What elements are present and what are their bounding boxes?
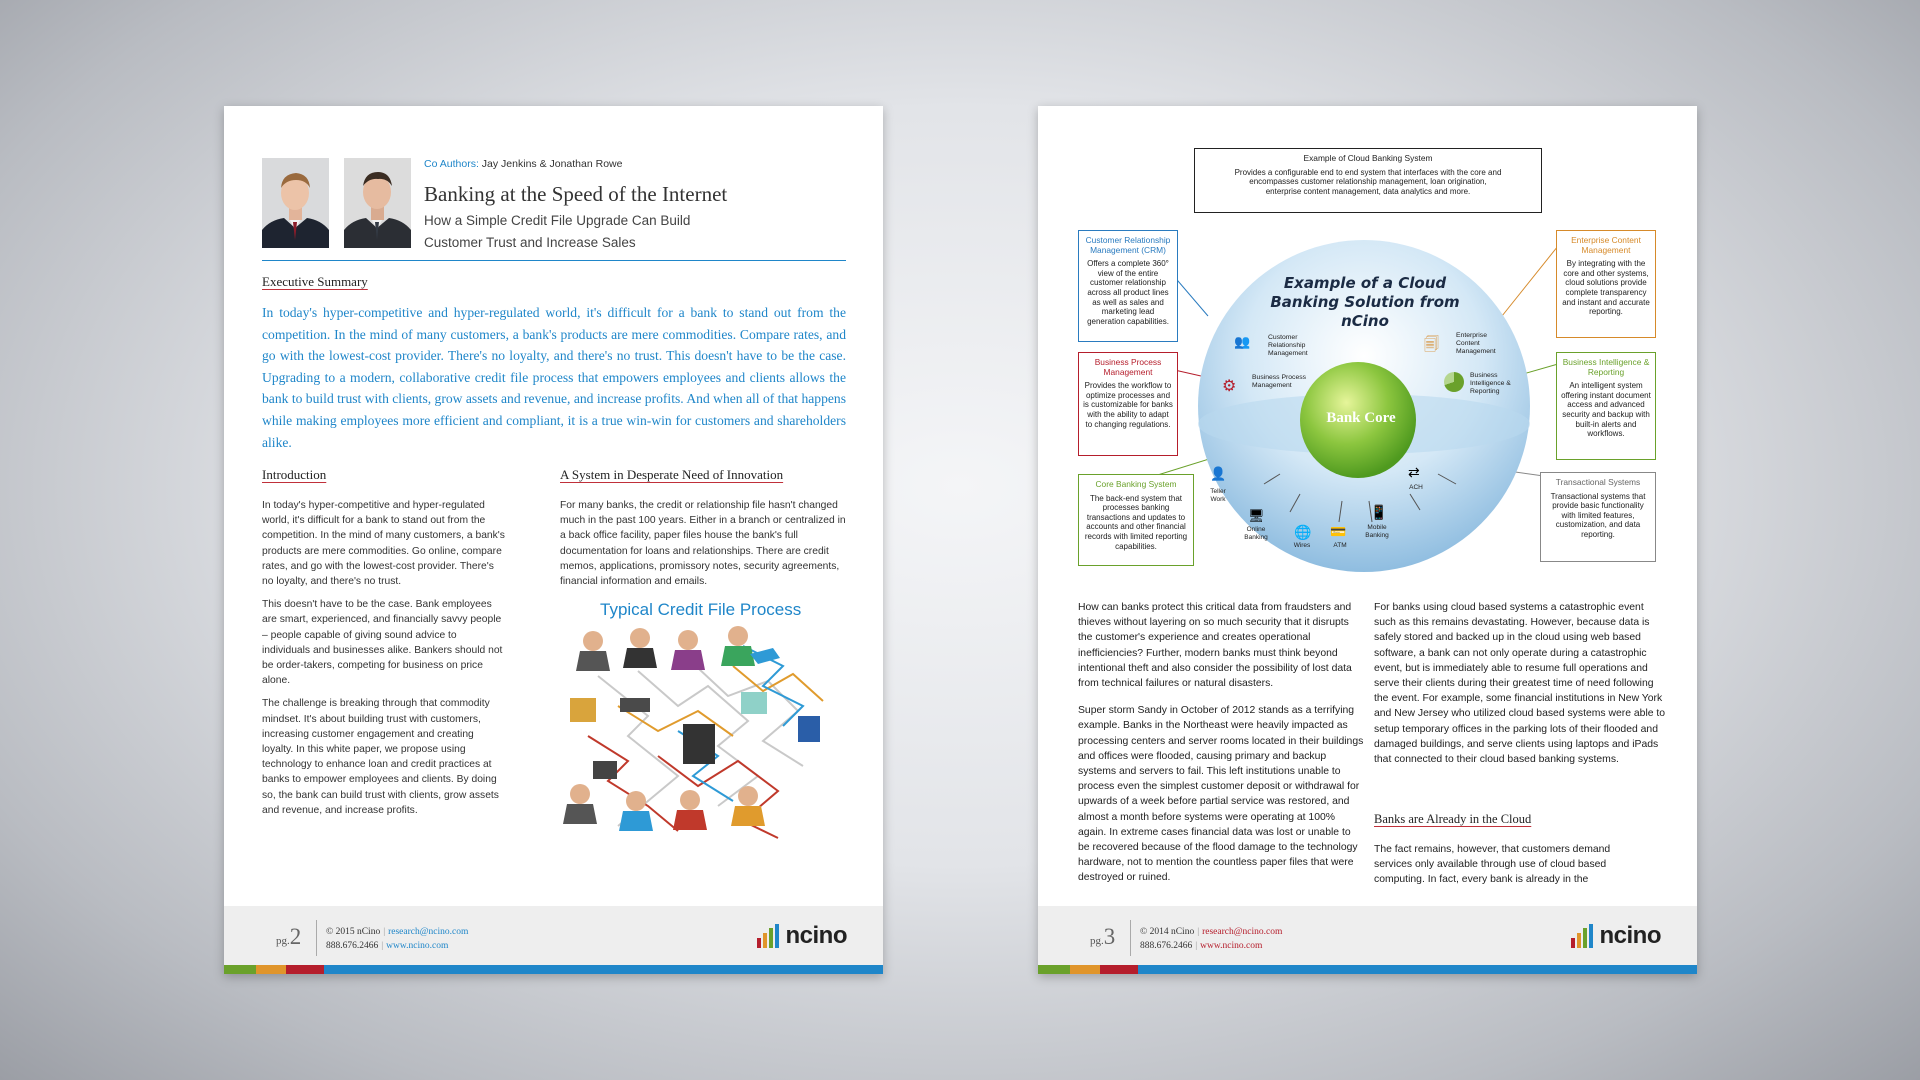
credit-file-process-illustration — [558, 626, 848, 858]
sphere-label-ecm: Enterprise Content Management — [1456, 332, 1496, 355]
ach-exchange-icon: ⇄ — [1408, 464, 1420, 480]
top-box-text: Provides a configurable end to end system that interfaces with the core and encompasses customer relationship management, loan origination, enterprise content management, data analytics and more. — [1234, 167, 1502, 196]
intro-paragraph: In today's hyper-competitive and hyper-regulated world, it's difficult for a bank to stand out from the competition. In the mind of many customers, a bank's products are mere commodities. Go online, compare rates, and go with the lowest-cost provider. There's no loyalty, and there's no trust. — [262, 500, 505, 588]
top-description-box — [1194, 148, 1542, 213]
channel-atm: ATM — [1333, 542, 1347, 549]
author-photo-jonathan-rowe — [344, 158, 411, 248]
channel-online-banking: Online Banking — [1244, 526, 1268, 541]
footer-contact: © 2014 nCino | research@ncino.com 888.676.2466 | www.ncino.com — [1140, 927, 1283, 951]
teller-icon: 👤 — [1210, 466, 1227, 481]
coauthors-line — [424, 158, 622, 170]
wires-globe-icon: 🌐 — [1294, 524, 1312, 540]
file-cabinet-icon — [683, 724, 715, 764]
document-title: Banking at the Speed of the Internet — [424, 182, 728, 206]
coauthors-names: Jay Jenkins & Jonathan Rowe — [481, 158, 623, 170]
banks-cloud-text: The fact remains, however, that customers demand services only available through use of cloud based computing. In fact, every bank is already in the — [1374, 844, 1611, 886]
transactional-systems-box: Transactional Systems Transactional systems that provide basic functionality with limited features, customization, and data reporting. — [1540, 472, 1656, 562]
crm-people-icon: 👥 — [1234, 334, 1251, 349]
channel-wires: Wires — [1293, 542, 1311, 549]
online-banking-icon: 🖥 — [1248, 508, 1265, 523]
banks-cloud-heading: Banks are Already in the Cloud — [1374, 812, 1532, 826]
right-column-1 — [1078, 600, 1364, 898]
phone-number: 888.676.2466 — [326, 941, 379, 951]
system-innovation-heading: A System in Desperate Need of Innovation — [560, 467, 784, 482]
phone-icon — [593, 761, 617, 779]
phone-number: 888.676.2466 — [1140, 941, 1193, 951]
mailbox-icon — [798, 716, 820, 742]
color-stripe — [1038, 965, 1697, 974]
footer-contact: © 2015 nCino | research@ncino.com 888.676.2466 | www.ncino.com — [326, 927, 469, 951]
color-stripe — [224, 965, 883, 974]
printer-icon — [620, 698, 650, 712]
intro-paragraph: The challenge is breaking through that commodity mindset. It's about building trust with customers, increasing customer engagement and creating loyalty. In this white paper, we propose using technology to enhance loan and credit practices at banks to empower employees and clients. By doing so, the bank can build trust with clients, grow assets and revenue, and increase profits. — [262, 698, 499, 816]
top-box-title: Example of Cloud Banking System — [1303, 153, 1433, 163]
sphere-label-bi: Business Intelligence & Reporting — [1470, 372, 1511, 395]
title-divider — [262, 260, 846, 261]
introduction-heading: Introduction — [262, 467, 327, 482]
channel-ach: ACH — [1409, 484, 1423, 491]
website-link[interactable]: www.ncino.com — [386, 941, 449, 951]
mobile-phone-icon: 📱 — [1370, 504, 1388, 520]
website-link[interactable]: www.ncino.com — [1200, 941, 1263, 951]
document-subtitle: How a Simple Credit File Upgrade Can Build Customer Trust and Increase Sales — [424, 213, 691, 250]
mail-icon — [741, 692, 767, 714]
right-column-2 — [1374, 600, 1666, 779]
core-banking-box: Core Banking System The back-end system that processes banking transactions and updates to accounts and other financial records with limited reporting capabilities. — [1078, 474, 1194, 566]
logo-bars-icon — [1571, 924, 1595, 948]
copyright: © 2014 nCino — [1140, 927, 1195, 937]
bank-core-label: Bank Core — [1326, 410, 1396, 426]
page-number: pg.3 — [1090, 924, 1116, 949]
executive-summary-heading: Executive Summary — [262, 274, 368, 289]
footer-divider — [1130, 920, 1131, 956]
person-icon — [576, 626, 780, 671]
bpm-gears-icon: ⚙ — [1222, 378, 1237, 395]
system-innovation-text: For many banks, the credit or relationship file hasn't changed much in the past 100 years. Either in a branch or centralized in a back office facility, paper files house the bank's full documentation for loans and relationships. There are credit memos, applications, promissory notes, security agreements, financial information and emails. — [560, 500, 846, 588]
sphere-label-bpm: Business Process Management — [1252, 374, 1307, 389]
ncino-logo: ncino — [757, 924, 848, 948]
copyright: © 2015 nCino — [326, 927, 381, 937]
email-link[interactable]: research@ncino.com — [388, 927, 469, 937]
ecm-documents-icon: 🗐 — [1424, 336, 1439, 353]
document-page-2 — [224, 106, 883, 974]
page-number: pg.2 — [276, 924, 302, 949]
bi-pie-chart-icon — [1444, 372, 1464, 392]
intro-paragraph: This doesn't have to be the case. Bank employees are smart, experienced, and financially savvy people – people capable of giving sound advice to individuals and businesses alike. Bankers should not be order-takers, competing for business on price alone. — [262, 599, 503, 687]
paragraph: For banks using cloud based systems a catastrophic event such as this remains devastating. However, because data is safely stored and backed up in the cloud using web based software, a bank can not only operate during a catastrophic event, but is immediately able to resume full operations and serve their clients during their greatest time of need following the event. For example, some financial institutions in New York and New Jersey who utilized cloud based systems were able to setup temporary offices in the parking lots of their flooded and damaged buildings, and serve clients using laptops and iPads that connected to their cloud based banking systems. — [1374, 602, 1666, 766]
email-link[interactable]: research@ncino.com — [1202, 927, 1283, 937]
channel-mobile-banking: Mobile Banking — [1365, 524, 1389, 539]
channel-teller-work: Teller Work — [1210, 488, 1226, 503]
footer-divider — [316, 920, 317, 956]
ecm-box: Enterprise Content Management By integrating with the core and other systems, cloud solutions provide complete transparency and instant and accurate reporting. — [1556, 230, 1656, 338]
folder-icon — [570, 698, 596, 722]
coauthors-label: Co Authors: — [424, 158, 479, 170]
credit-file-figure-title: Typical Credit File Process — [600, 600, 802, 619]
paragraph: Super storm Sandy in October of 2012 stands as a terrifying example. Banks in the Northeast were heavily impacted as processing centers and server rooms located in their buildings and offices were flooded, causing primary and backup systems and servers to fail. This left institutions unable to process even the simplest customer deposit or withdrawal for upwards of a week before partial service was restored, and almost a month before systems were operating at 100% again. In extreme cases financial data was lost or unable to be recovered because of the flood damage to the technology hardware, not to mention the countless paper files that were destroyed or ruined. — [1078, 705, 1364, 884]
introduction-column — [262, 498, 507, 826]
person-icon — [563, 784, 765, 831]
sphere-label-crm: Customer Relationship Management — [1268, 334, 1308, 357]
page-footer — [1038, 906, 1697, 974]
crm-box: Customer Relationship Management (CRM) Offers a complete 360° view of the entire customer relationship across all product lines as well as sales and marketing lead generation capabilities. — [1078, 230, 1178, 342]
bi-box: Business Intelligence & Reporting An intelligent system offering instant document access and advanced security and backup with built-in alerts and workflows. — [1556, 352, 1656, 460]
executive-summary-text: In today's hyper-competitive and hyper-regulated world, it's difficult for a bank to stand out from the competition. In the mind of many customers, a bank's products are mere commodities. Compare rates, and go with the lowest-cost provider. There's no loyalty, and there's no trust. This doesn't have to be the case. Upgrading to a modern, collaborative credit file process that empowers employees and clients allows the bank to build trust with clients, grow assets and revenue, and increase profits. And when all of that happens while making employees more efficient and compliant, it is a true win-win for customers and shareholders alike. — [262, 305, 847, 450]
ncino-logo: ncino — [1571, 924, 1662, 948]
document-page-3 — [1038, 106, 1697, 974]
paragraph: How can banks protect this critical data from fraudsters and thieves without layering on so much security that it disrupts the customer's experience and creates operational inefficiencies? Further, modern banks must think beyond intentional theft and also consider the possibility of lost data from technical failures or natural disasters. — [1078, 602, 1352, 690]
atm-card-icon: 💳 — [1330, 524, 1347, 539]
page-footer — [224, 906, 883, 974]
sphere-title: Example of a Cloud Banking Solution from nCino — [1270, 274, 1460, 330]
author-photo-jay-jenkins — [262, 158, 329, 248]
bpm-box: Business Process Management Provides the workflow to optimize processes and is customizable for banks with the ability to adapt to changing regulations. — [1078, 352, 1178, 456]
logo-bars-icon — [757, 924, 781, 948]
